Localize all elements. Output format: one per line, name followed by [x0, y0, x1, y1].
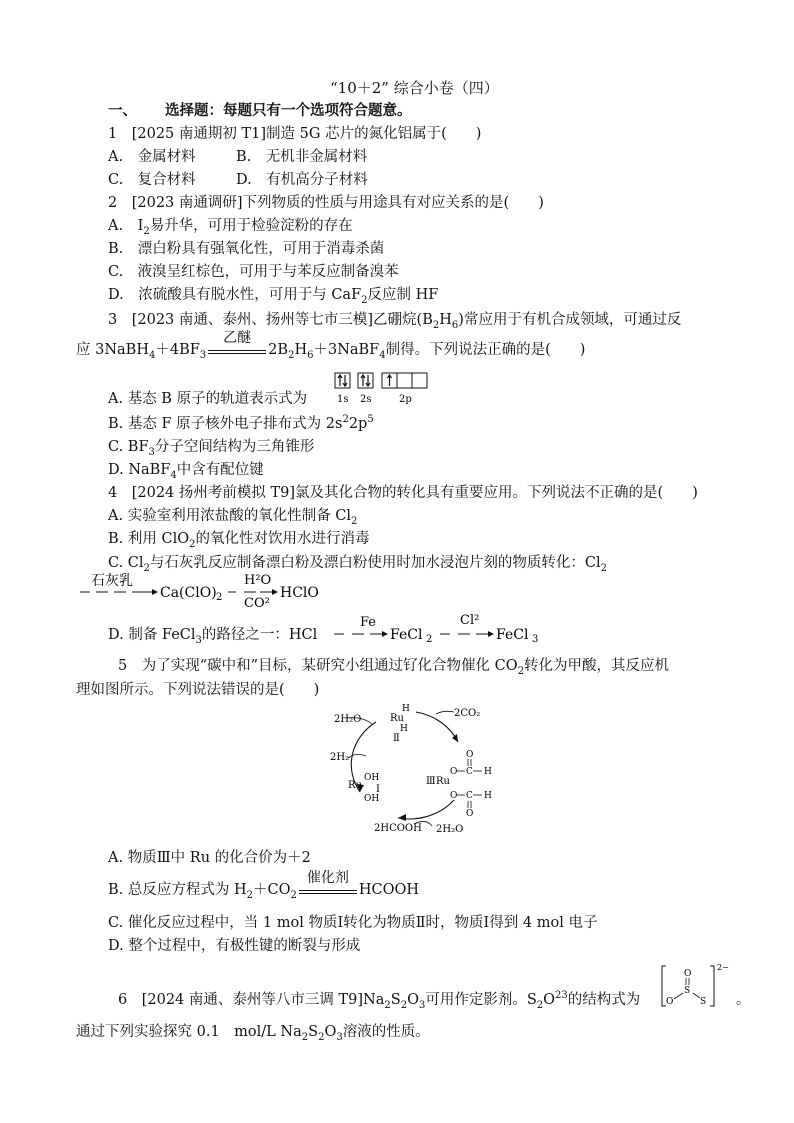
svg-text:H: H — [484, 767, 492, 777]
orbital-label-1s: 1s — [337, 394, 349, 405]
thiosulfate-structure — [660, 962, 740, 1012]
reagent-fe: Fe — [360, 615, 377, 630]
svg-text:C: C — [466, 791, 473, 801]
svg-text:OH: OH — [364, 794, 380, 804]
label-2co2: 2CO₂ — [454, 708, 481, 719]
q2-option-a: A. $I_2$易升华，可用于检验淀粉的存在 — [108, 218, 353, 237]
svg-text:O: O — [450, 791, 458, 801]
q3-option-c: C. $BF_3$分子空间结构为三角锥形 — [108, 439, 315, 458]
svg-text:S: S — [700, 997, 707, 1007]
section-heading — [108, 101, 412, 121]
svg-text:H: H — [484, 791, 492, 801]
q1-option-b: B. 无机非金属材料 — [236, 149, 368, 165]
q5-option-c: C. 催化反应过程中，当 1 mol 物质Ⅰ转化为物质Ⅱ时，物质Ⅰ得到 4 mol 电子 — [108, 915, 598, 931]
label-roman-i: Ⅰ — [376, 784, 380, 795]
label-roman-ii: Ⅱ — [393, 733, 400, 744]
q3-stem-line1: 3 [2023 南通、泰州、扬州等七市三模]乙硼烷$(B_2H_6)$常应用于有机合成领域，可通过反 — [108, 312, 682, 331]
reagent-lime-milk: 石灰乳 — [91, 573, 133, 589]
orbital-diagram — [334, 372, 438, 406]
svg-text:O: O — [450, 767, 458, 777]
q5-stem-line2: 理如图所示。下列说法错误的是( ) — [76, 682, 320, 698]
q3-option-b: B. 基态 F 原子核外电子排布式为 $2s^22p^5$ — [108, 414, 374, 432]
q1-option-d: D. 有机高分子材料 — [236, 172, 368, 188]
reagent-water: H²O — [244, 573, 272, 588]
compound-iii-ru: Ru — [436, 776, 450, 787]
label-2h2o-bottom: 2H₂O — [436, 824, 464, 835]
page-title: “10＋2” 综合小卷（四） — [330, 79, 499, 97]
q2-option-d: D. 浓硫酸具有脱水性，可用于与 CaF$_2$反应制 HF — [108, 287, 439, 306]
svg-text:H: H — [400, 724, 408, 734]
q4-stem: 4 [2024 扬州考前模拟 T9]氯及其化合物的转化具有重要应用。下列说法不正确的是( ) — [108, 485, 698, 501]
svg-text:2: 2 — [216, 592, 223, 603]
q6-period: 。 — [736, 992, 751, 1008]
q3-reaction-condition: 乙醚 — [206, 340, 268, 360]
orbital-label-2s: 2s — [360, 394, 372, 405]
q1-option-c: C. 复合材料 — [108, 172, 196, 188]
q3-option-d: D. NaBF$_4$中含有配位键 — [108, 462, 264, 481]
svg-text:2: 2 — [426, 634, 433, 645]
q1-option-a: A. 金属材料 — [108, 149, 196, 165]
svg-text:O: O — [466, 809, 474, 819]
label-2h2: 2H₂ — [330, 752, 350, 763]
q4-d-pathway — [326, 612, 576, 648]
compound-i-ru: Ru — [348, 780, 362, 791]
svg-text:O: O — [684, 969, 692, 979]
compound-ii-ru: Ru — [390, 713, 404, 724]
q5-option-a: A. 物质Ⅲ中 Ru 的化合价为＋2 — [108, 850, 311, 866]
q4-option-c: C. $Cl_2$与石灰乳反应制备漂白粉及漂白粉使用时加水浸泡片刻的物质转化：$Cl_2$ — [108, 555, 608, 574]
product-hclo: HClO — [280, 585, 319, 601]
q4-option-a: A. 实验室利用浓盐酸的氧化性制备 $Cl_2$ — [108, 508, 358, 527]
q2-stem: 2 [2023 南通调研]下列物质的性质与用途具有对应关系的是( ) — [108, 195, 544, 211]
q4-option-b: B. 利用 ClO$_2$的氧化性对饮用水进行消毒 — [108, 531, 370, 550]
svg-text:OH: OH — [364, 773, 380, 783]
catalytic-cycle-diagram — [326, 700, 506, 840]
product-fecl2: FeCl — [390, 627, 423, 643]
q3-option-a: A. 基态 B 原子的轨道表示式为 — [108, 391, 308, 407]
svg-text:O: O — [666, 997, 674, 1007]
q5-option-b: B. 总反应方程式为 $H_2+CO_2$ 催化剂 HCOOH — [108, 870, 420, 901]
label-roman-iii: Ⅲ — [426, 776, 436, 787]
reagent-cl2: Cl² — [460, 613, 480, 628]
section-text: 选择题：每题只有一个选项符合题意。 — [165, 102, 412, 119]
label-2hcooh: 2HCOOH — [374, 823, 422, 834]
q1-stem: 1 [2025 南通期初 T1]制造 5G 芯片的氮化铝属于( ) — [108, 126, 482, 142]
svg-text:3: 3 — [532, 634, 539, 645]
section-number: 一、 — [108, 102, 137, 119]
q2-option-c: C. 液溴呈红棕色，可用于与苯反应制备溴苯 — [108, 264, 399, 280]
orbital-label-2p: 2p — [399, 394, 412, 405]
reagent-co2: CO² — [244, 596, 270, 610]
label-2h2o-top: 2H₂O — [334, 714, 362, 725]
q4-c-transformation — [76, 570, 356, 610]
q5-catalyst-condition: 催化剂 — [297, 880, 359, 900]
q6-stem-line2: 通过下列实验探究 0.1 mol/L $Na_2S_2O_3$溶液的性质。 — [76, 1024, 430, 1043]
q5-option-d: D. 整个过程中，有极性键的断裂与形成 — [108, 938, 361, 954]
svg-text:O: O — [466, 750, 474, 760]
product-calcium-hypochlorite: Ca(ClO) — [160, 585, 217, 601]
svg-text:C: C — [466, 767, 473, 777]
q5-stem-line1: 5 为了实现“碳中和”目标，某研究小组通过钌化合物催化 $CO_2$转化为甲酸，其反应机 — [118, 658, 670, 677]
q3-stem-line2: 应 $3NaBH_4+4BF_3$ 乙醚 $2B_2H_6+3NaBF_4$制得。下列说法正确的是( ) — [76, 330, 586, 361]
q6-stem-line1: 6 [2024 南通、泰州等八市三调 $T9]Na_2S_2O_3$可用作定影剂。$S_2O^{23}$的结构式为 — [118, 990, 641, 1011]
svg-text:H: H — [402, 704, 410, 714]
q2-option-b: B. 漂白粉具有强氧化性，可用于消毒杀菌 — [108, 241, 385, 257]
product-fecl3: FeCl — [496, 627, 529, 643]
svg-text:2−: 2− — [717, 963, 729, 972]
svg-text:S: S — [684, 986, 691, 996]
q4-option-d: D. 制备 FeCl$_3$的路径之一：HCl — [108, 627, 318, 646]
